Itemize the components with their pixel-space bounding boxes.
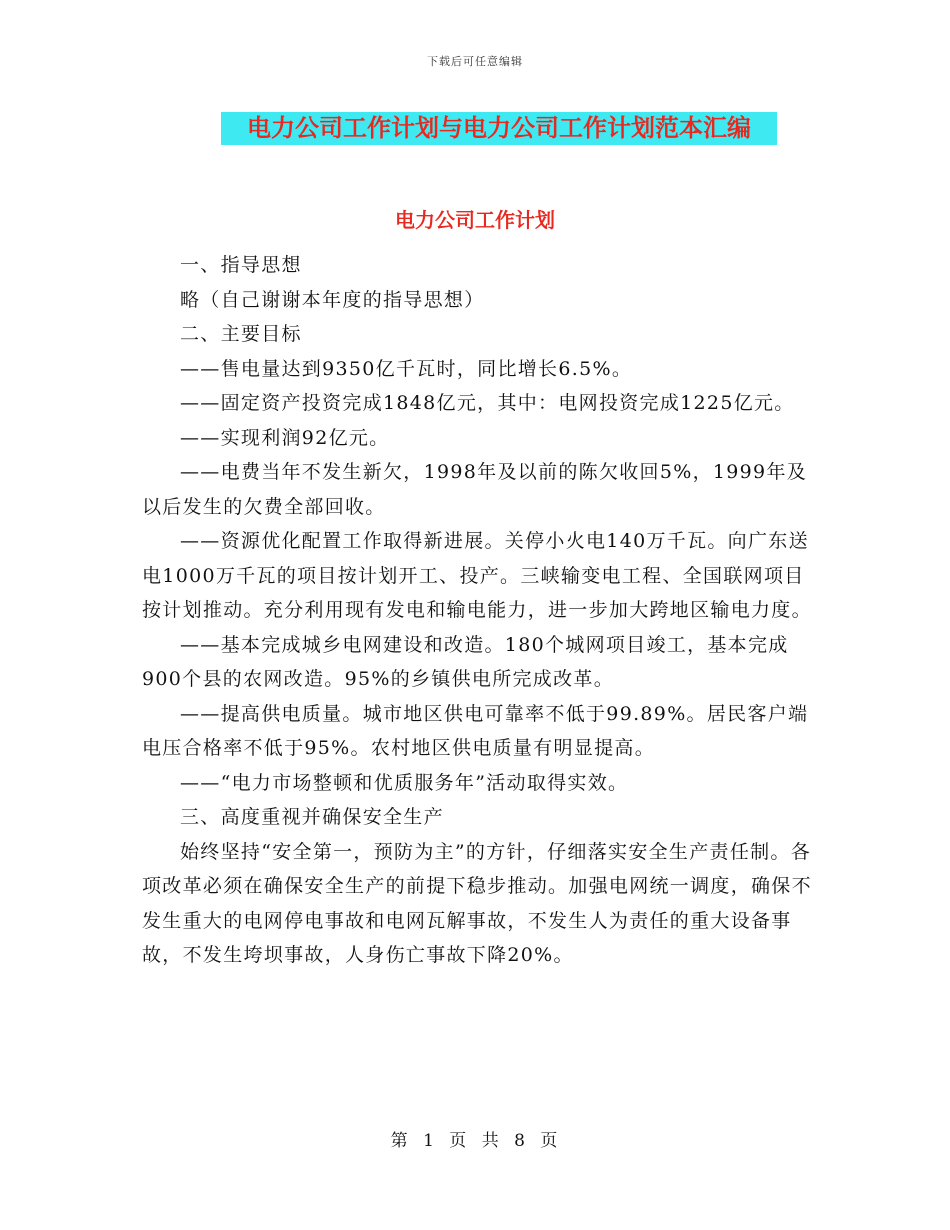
goal-item: ——固定资产投资完成1848亿元，其中：电网投资完成1225亿元。 [180, 392, 795, 414]
goal-item: ——资源优化配置工作取得新进展。关停小火电140万千瓦。向广东送电1000万千瓦的项目按计划开工、投产。三峡输变电工程、全国联网项目按计划推动。充分利用现有发电和输电能力，进一步加大跨地区输电力度。 [142, 530, 812, 621]
paragraph: 始终坚持“安全第一，预防为主”的方针，仔细落实安全生产责任制。各项改革必须在确保安全生产的前提下稳步推动。加强电网统一调度，确保不发生重大的电网停电事故和电网瓦解事故，不发生人为责任的重大设备事故，不发生垮坝事故，人身伤亡事故下降20%。 [142, 840, 812, 966]
document-title: 电力公司工作计划与电力公司工作计划范本汇编 [221, 112, 777, 145]
header-note: 下载后可任意编辑 [427, 55, 523, 68]
heading-safety: 三、高度重视并确保安全生产 [180, 806, 444, 828]
goal-item: ——售电量达到9350亿千瓦时，同比增长6.5%。 [180, 357, 633, 380]
goal-item: ——“电力市场整顿和优质服务年”活动取得实效。 [180, 771, 629, 794]
heading-main-goals: 二、主要目标 [180, 323, 302, 345]
section-title: 电力公司工作计划 [395, 208, 555, 232]
goal-item: ——提高供电质量。城市地区供电可靠率不低于99.89%。居民客户端电压合格率不低于95%。农村地区供电质量有明显提高。 [142, 702, 809, 759]
paragraph: 略（自己谢谢本年度的指导思想） [180, 288, 485, 311]
goal-item: ——电费当年不发生新欠，1998年及以前的陈欠收回5%，1999年及以后发生的欠费全部回收。 [142, 461, 808, 518]
heading-guiding-thought: 一、指导思想 [180, 254, 302, 276]
goal-item: ——实现利润92亿元。 [180, 426, 390, 449]
page-number: 第 1 页 共 8 页 [390, 1131, 560, 1151]
goal-item: ——基本完成城乡电网建设和改造。180个城网项目竣工，基本完成900个县的农网改造。95%的乡镇供电所完成改革。 [142, 633, 789, 690]
document-body [142, 248, 812, 973]
